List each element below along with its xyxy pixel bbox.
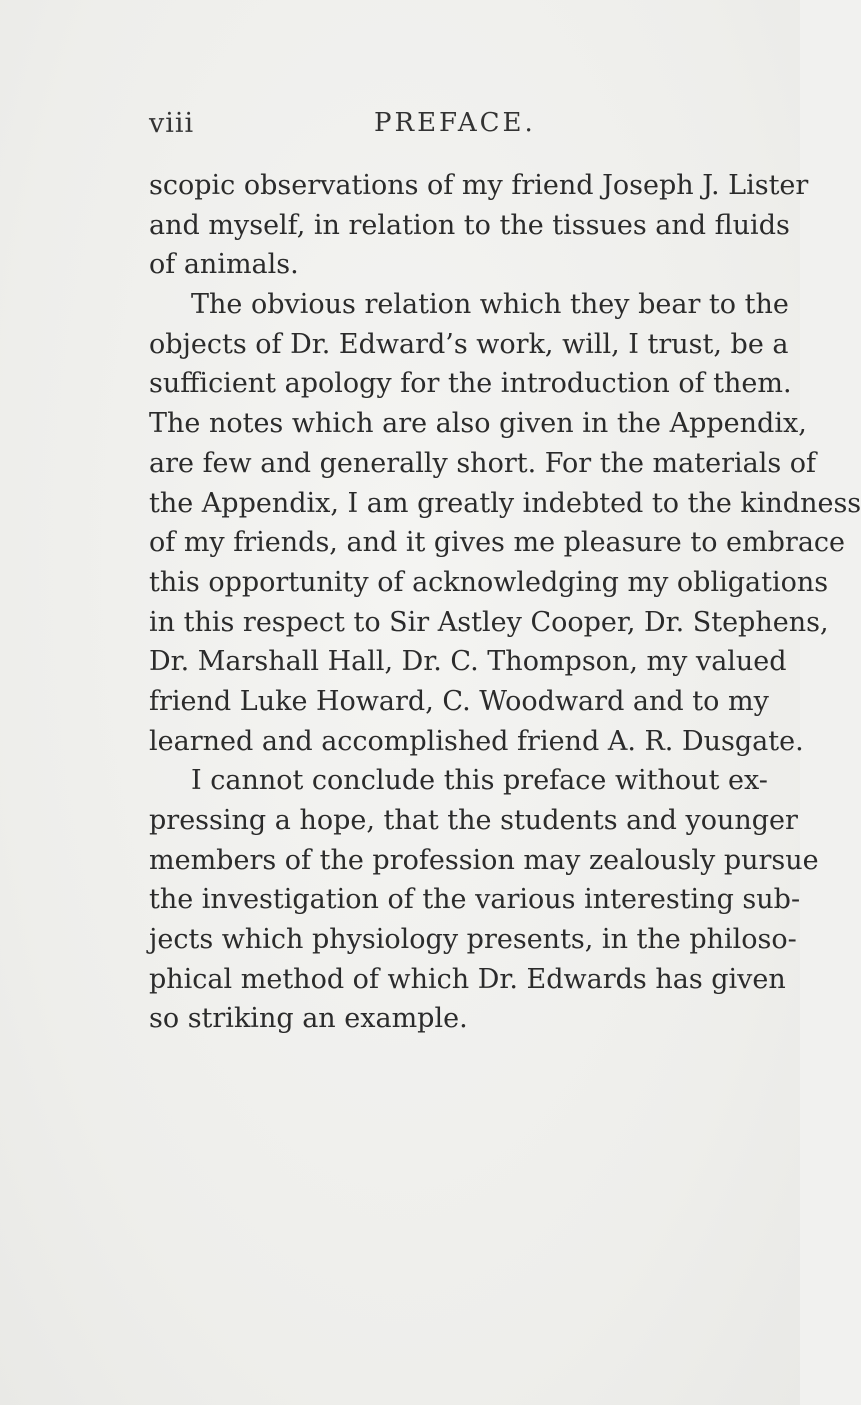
text-line: of my friends, and it gives me pleasure to embrace (149, 527, 846, 559)
text-line: so striking an example. (149, 1003, 468, 1035)
running-head (149, 108, 727, 148)
page-number: viii (149, 108, 195, 139)
running-head-title: PREFACE. (374, 108, 536, 138)
text-line: friend Luke Howard, C. Woodward and to my (149, 685, 769, 717)
text-line: I cannot conclude this preface without ex- (191, 765, 768, 797)
text-line: the investigation of the various interesting sub- (149, 884, 801, 916)
text-line: learned and accomplished friend A. R. Dusgate. (149, 725, 804, 757)
text-line: The notes which are also given in the Appendix, (149, 408, 807, 440)
preface-body-text (149, 166, 861, 1039)
text-line: pressing a hope, that the students and younger (149, 805, 798, 836)
text-line: sufficient apology for the introduction of them. (149, 368, 792, 400)
text-line: the Appendix, I am greatly indebted to the kindness (149, 487, 861, 519)
text-line: objects of Dr. Edward’s work, will, I trust, be a (149, 328, 789, 360)
text-line: members of the profession may zealously pursue (149, 844, 819, 876)
text-line: scopic observations of my friend Joseph J. Lister (149, 170, 809, 201)
text-line: this opportunity of acknowledging my obligations (149, 566, 829, 598)
text-line: and myself, in relation to the tissues and fluids (149, 209, 790, 241)
text-line: The obvious relation which they bear to the (191, 289, 789, 321)
text-line: of animals. (149, 249, 299, 281)
text-line: phical method of which Dr. Edwards has given (149, 963, 786, 995)
text-line: are few and generally short. For the materials of (149, 447, 817, 479)
text-line: Dr. Marshall Hall, Dr. C. Thompson, my valued (149, 646, 787, 678)
text-line: in this respect to Sir Astley Cooper, Dr. Stephens, (149, 606, 829, 638)
text-line: jects which physiology presents, in the philoso- (149, 924, 797, 956)
